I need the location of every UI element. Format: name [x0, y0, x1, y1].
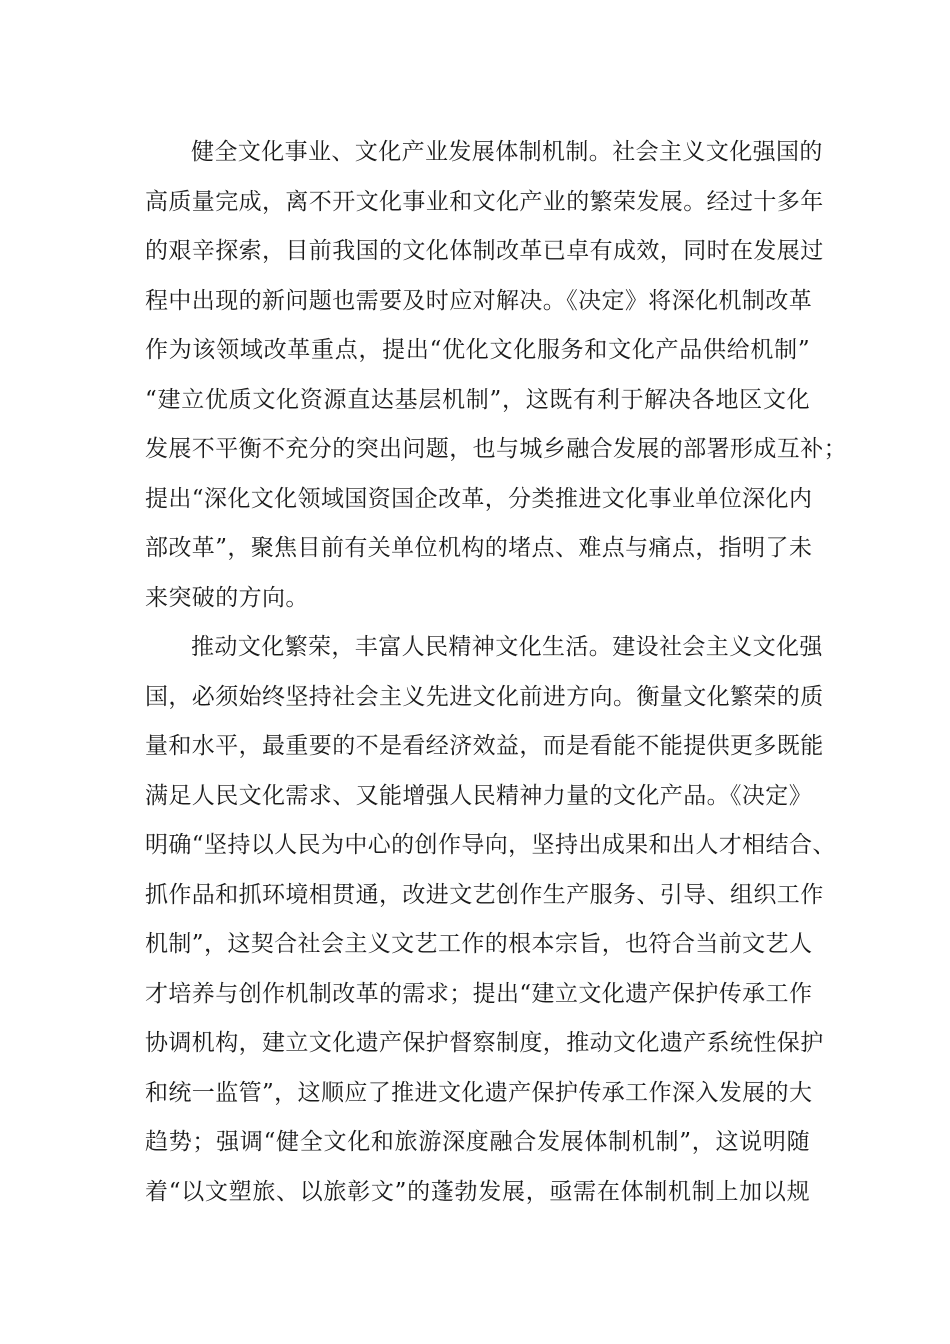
- paragraph-line: 健全文化事业、文化产业发展体制机制。社会主义文化强国的: [191, 139, 823, 165]
- paragraph-line: 抓作品和抓环境相贯通，改进文艺创作生产服务、引导、组织工作: [145, 881, 824, 908]
- paragraph-line: 来突破的方向。: [145, 584, 309, 611]
- paragraph-line: 高质量完成，离不开文化事业和文化产业的繁荣发展。经过十多年: [145, 188, 824, 215]
- paragraph-line: “建立优质文化资源直达基层机制”，这既有利于解决各地区文化: [145, 386, 810, 413]
- paragraph-line: 明确“坚持以人民为中心的创作导向，坚持出成果和出人才相结合、: [145, 832, 836, 858]
- paragraph-line: 国，必须始终坚持社会主义先进文化前进方向。衡量文化繁荣的质: [145, 683, 824, 710]
- paragraph-1: [145, 128, 847, 623]
- paragraph-line: 部改革”，聚焦目前有关单位机构的堵点、难点与痛点，指明了未: [145, 535, 813, 561]
- paragraph-line: 提出“深化文化领域国资国企改革，分类推进文化事业单位深化内: [145, 485, 813, 512]
- paragraph-line: 机制”，这契合社会主义文艺工作的根本宗旨，也符合当前文艺人: [145, 931, 813, 957]
- paragraph-line: 发展不平衡不充分的突出问题，也与城乡融合发展的部署形成互补；: [145, 436, 847, 462]
- paragraph-2: [145, 623, 836, 1217]
- paragraph-line: 的艰辛探索，目前我国的文化体制改革已卓有成效，同时在发展过: [145, 238, 824, 264]
- paragraph-line: 着“以文塑旅、以旅彰文”的蓬勃发展，亟需在体制机制上加以规: [145, 1178, 810, 1205]
- paragraph-line: 和统一监管”，这顺应了推进文化遗产保护传承工作深入发展的大: [145, 1079, 813, 1106]
- paragraph-line: 推动文化繁荣，丰富人民精神文化生活。建设社会主义文化强: [191, 634, 823, 660]
- paragraph-line: 满足人民文化需求、又能增强人民精神力量的文化产品。《决定》: [145, 782, 813, 809]
- paragraph-line: 量和水平，最重要的不是看经济效益，而是看能不能提供更多既能: [145, 733, 824, 759]
- paragraph-line: 才培养与创作机制改革的需求；提出“建立文化遗产保护传承工作: [145, 980, 813, 1007]
- paragraph-line: 协调机构，建立文化遗产保护督察制度，推动文化遗产系统性保护: [145, 1030, 824, 1056]
- paragraph-line: 作为该领域改革重点，提出“优化文化服务和文化产品供给机制”: [145, 337, 810, 363]
- paragraph-line: 趋势；强调“健全文化和旅游深度融合发展体制机制”，这说明随: [145, 1129, 810, 1155]
- paragraph-line: 程中出现的新问题也需要及时应对解决。《决定》将深化机制改革: [145, 287, 813, 314]
